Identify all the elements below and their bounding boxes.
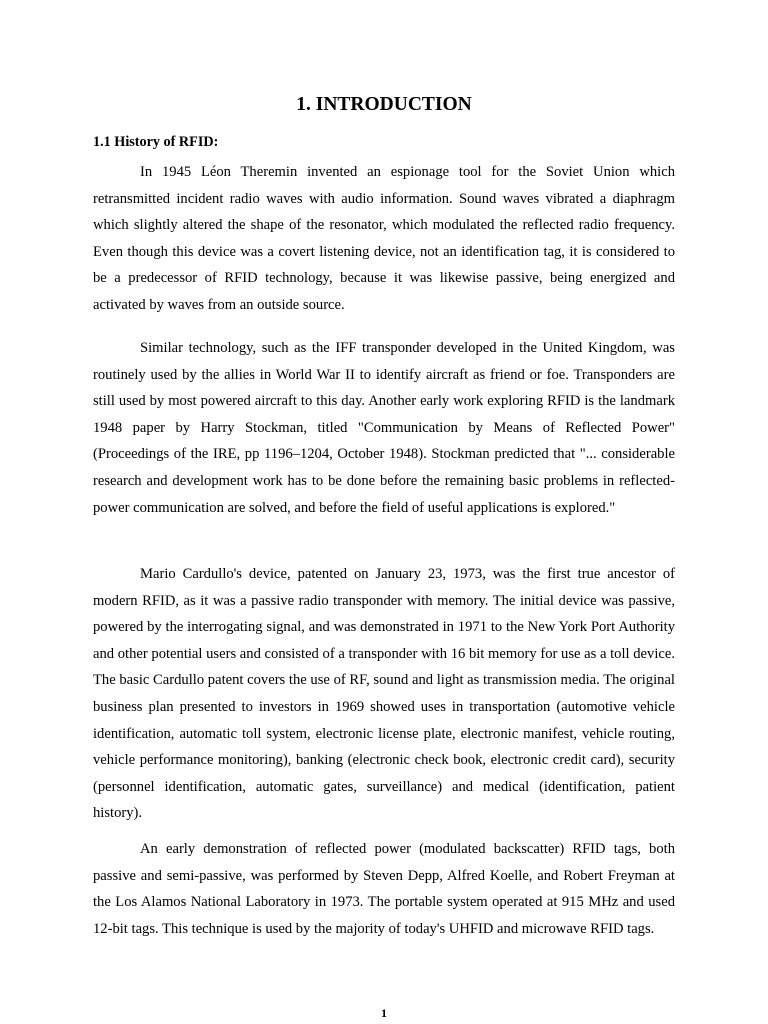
paragraph-cardullo: Mario Cardullo's device, patented on January 23, 1973, was the first true ancestor of modern RFID, as it was a passive radio transponder with memory. The initial device was passive, powered by the interrogating signal, and was demonstrated in 1971 to the New York Port Authority and other potential users and consisted of a transponder with 16 bit memory for use as a toll device. The basic Cardullo patent covers the use of RF, sound and light as transmission media. The original business plan presented to investors in 1969 showed uses in transportation (automotive vehicle identification, automatic toll system, electronic license plate, electronic manifest, vehicle routing, vehicle performance monitoring), banking (electronic check book, electronic credit card), security (personnel identification, automatic gates, surveillance) and medical (identification, patient history).: [93, 566, 675, 822]
paragraph-theremin: In 1945 Léon Theremin invented an espionage tool for the Soviet Union which retransmitted incident radio waves with audio information. Sound waves vibrated a diaphragm which slightly altered the shape of the resonator, which modulated the reflected radio frequency. Even though this device was a covert listening device, not an identification tag, it is considered to be a predecessor of RFID technology, because it was likewise passive, being energized and activated by waves from an outside source.: [93, 164, 675, 313]
page-title: 1. INTRODUCTION: [296, 94, 472, 115]
section-heading: 1.1 History of RFID:: [93, 134, 219, 150]
page-number: 1: [381, 1006, 387, 1020]
paragraph-iff-stockman: Similar technology, such as the IFF transponder developed in the United Kingdom, was routinely used by the allies in World War II to identify aircraft as friend or foe. Transponders are still used by most powered aircraft to this day. Another early work exploring RFID is the landmark 1948 paper by Harry Stockman, titled "Communication by Means of Reflected Power" (Proceedings of the IRE, pp 1196–1204, October 1948). Stockman predicted that "... considerable research and development work has to be done before the remaining basic problems in reflected-power communication are solved, and before the field of useful applications is explored.": [93, 340, 675, 516]
paragraph-los-alamos: An early demonstration of reflected power (modulated backscatter) RFID tags, both passive and semi-passive, was performed by Steven Depp, Alfred Koelle, and Robert Freyman at the Los Alamos National Laboratory in 1973. The portable system operated at 915 MHz and used 12-bit tags. This technique is used by the majority of today's UHFID and microwave RFID tags.: [93, 841, 675, 937]
